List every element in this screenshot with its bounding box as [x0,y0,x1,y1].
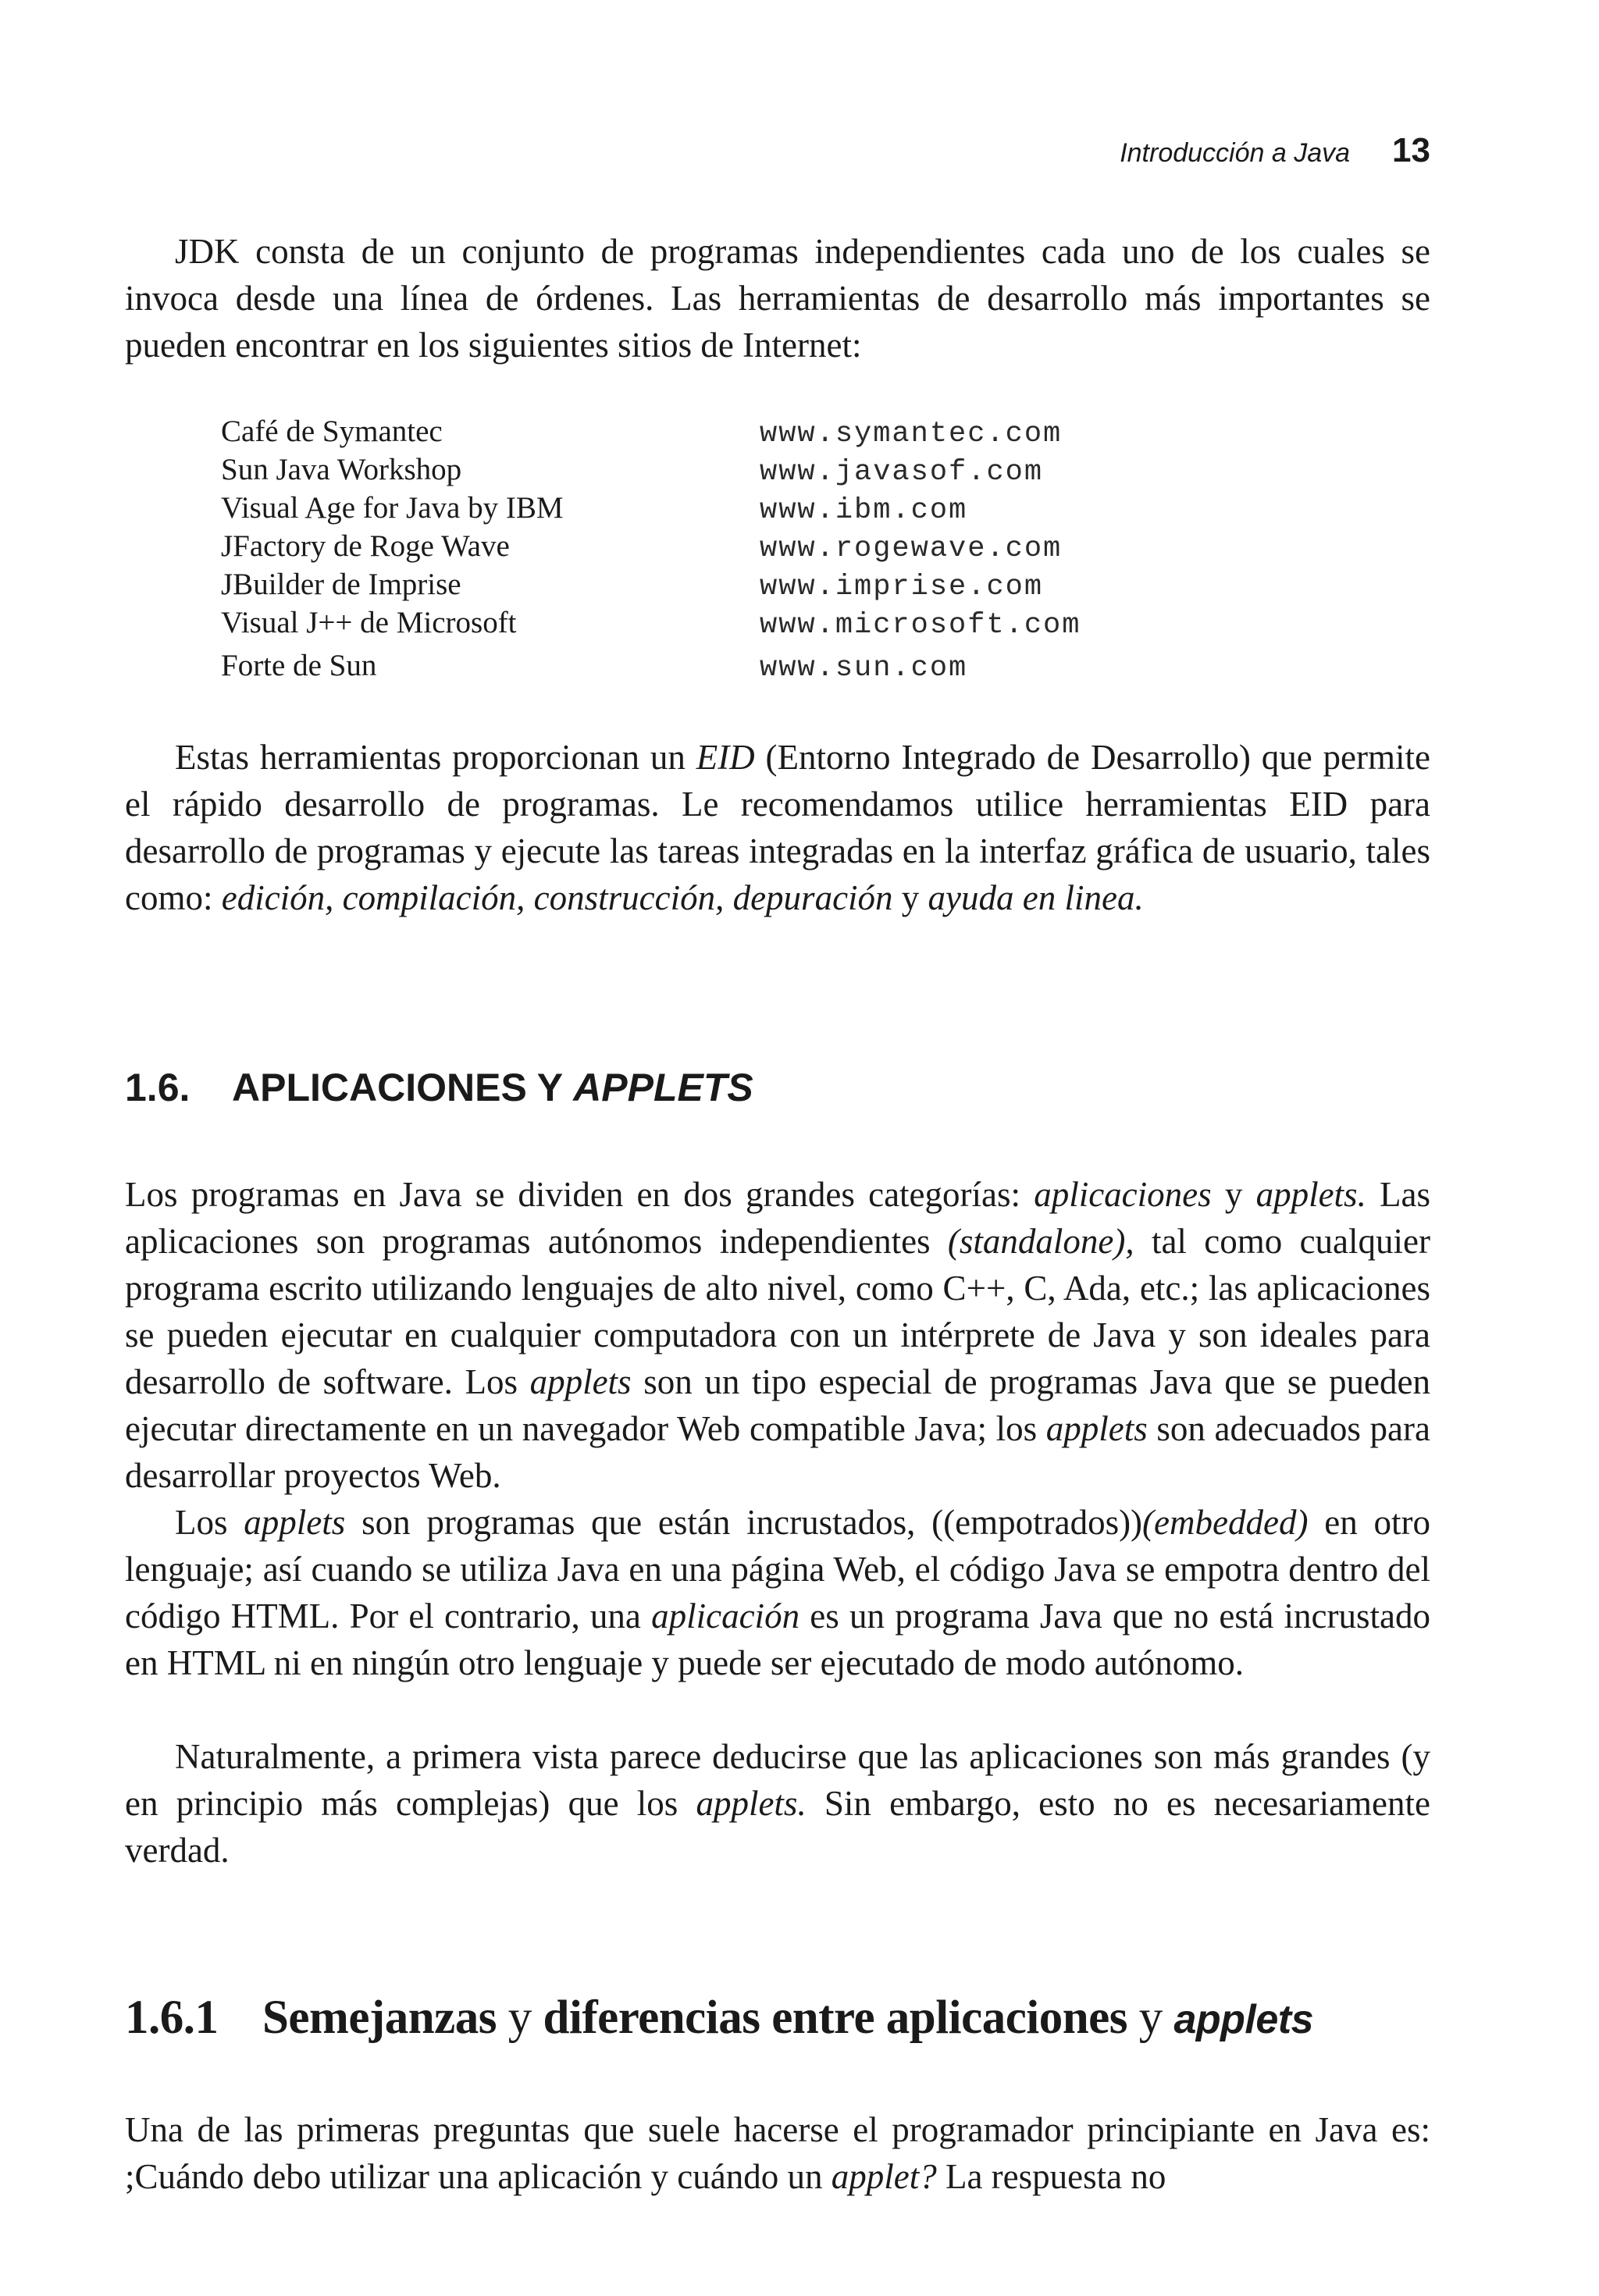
tool-name: Forte de Sun [221,649,377,682]
tool-row [221,490,1158,529]
tool-url: www.javasof.com [760,456,1044,489]
paragraph-question: Una de las primeras preguntas que suele hacerse el programador principiante en Java es: ;Cuándo debo utilizar una aplicación y cuándo un applet? La respuesta no [125,2110,1430,2196]
section-title-emphasis: APPLETS [573,1066,753,1109]
tool-row [221,648,1158,686]
section-title: APLICACIONES Y [232,1066,563,1109]
page-number: 13 [1392,131,1430,169]
tool-name: Café de Symantec [221,415,443,448]
tool-name: Visual Age for Java by IBM [221,491,564,525]
tool-name: Sun Java Workshop [221,453,462,486]
tool-name: JFactory de Roge Wave [221,529,510,563]
tool-row [221,414,1158,452]
paragraph-jdk: JDK consta de un conjunto de programas independientes cada uno de los cuales se invoca desde una línea de órdenes. Las herramientas de desarrollo más importantes se pueden encontrar en los siguientes sitios de Internet: [125,232,1430,365]
tool-row [221,567,1158,605]
tool-name: JBuilder de Imprise [221,568,461,601]
subsection-heading: 1.6.1 Semejanzas y diferencias entre aplicaciones y applets [125,1989,1313,2049]
tool-url: www.imprise.com [760,571,1044,603]
tool-url: www.symantec.com [760,418,1063,450]
section-number: 1.6. [125,1066,191,1109]
tool-row [221,605,1158,643]
tool-name: Visual J++ de Microsoft [221,606,517,639]
tool-url: www.sun.com [760,652,968,685]
paragraph-applets-embedded: Los applets son programas que están incrustados, ((empotrados))(embedded) en otro lenguaje; así cuando se utiliza Java en una página Web, el código Java se empotra dentro del código HTML. Por el contrario, una aplicación es un programa Java que no está incrustado en HTML ni en ningún otro lenguaje y puede ser ejecutado de modo autónomo. [125,1503,1431,1682]
running-head-title: Introducción a Java [1120,138,1351,168]
subsection-number: 1.6.1 [125,1992,219,2044]
tool-row [221,529,1158,567]
paragraph-categories: Los programas en Java se dividen en dos grandes categorías: aplicaciones y applets. Las aplicaciones son programas autónomos independientes (standalone), tal como cualquier programa escrito utilizando lenguajes de alto nivel, como C++, C, Ada, etc.; las aplicaciones se pueden ejecutar en cualquier computadora con un intérprete de Java y son ideales para desarrollo de software. Los applets son un tipo especial de programas Java que se pueden ejecutar directamente en un navegador Web compatible Java; los applets son adecuados para desarrollar proyectos Web. [125,1175,1431,1495]
paragraph-naturally: Naturalmente, a primera vista parece deducirse que las aplicaciones son más grandes (y en principio más complejas) que los applets. Sin embargo, esto no es necesariamente verdad. [125,1737,1430,1870]
tool-row [221,452,1158,490]
tool-url: www.rogewave.com [760,532,1063,565]
tool-list [221,414,1158,686]
book-page [125,0,1430,2296]
paragraph-eid: Estas herramientas proporcionan un EID (Entorno Integrado de Desarrollo) que permite el rápido desarrollo de programas. Le recomendamos utilice herramientas EID para desarrollo de programas y ejecute las tareas integradas en la interfaz gráfica de usuario, tales como: edición, compilación, construcción, depuración y ayuda en linea. [125,738,1430,917]
section-heading [125,1062,753,1113]
tool-url: www.ibm.com [760,494,968,527]
tool-url: www.microsoft.com [760,609,1081,642]
running-head [1120,131,1430,170]
